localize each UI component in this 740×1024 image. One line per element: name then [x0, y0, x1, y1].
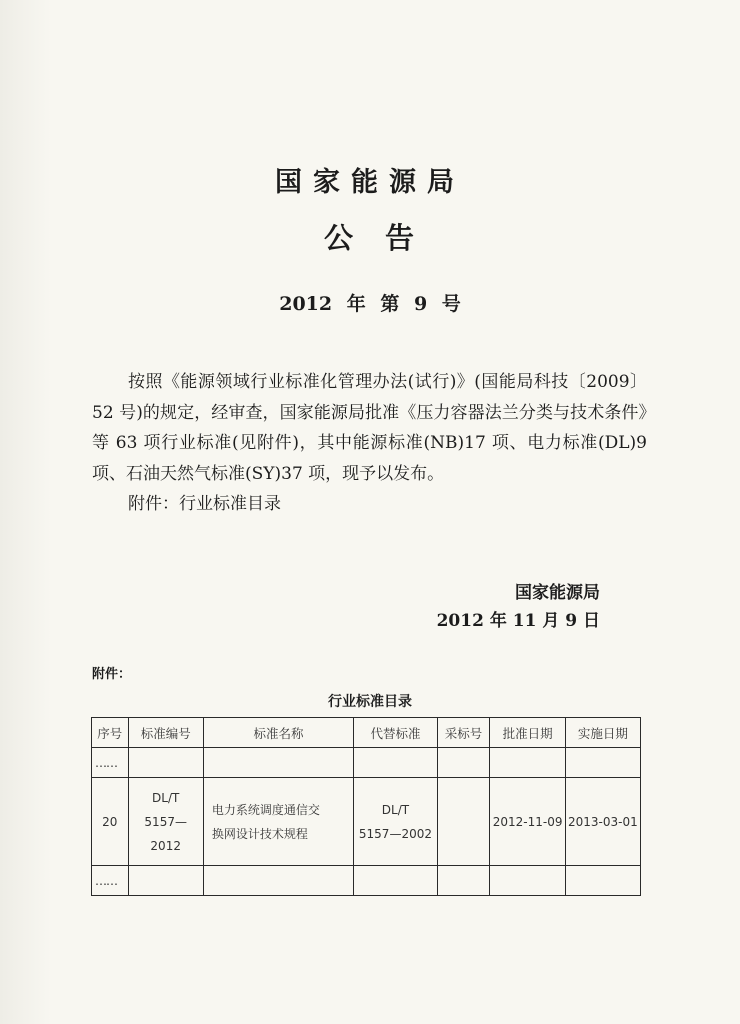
replace-std-line: DL/T	[381, 802, 410, 817]
std-name-cell	[203, 778, 353, 866]
table-row	[92, 748, 641, 778]
column-header: 采标号	[437, 718, 490, 748]
column-header: 标准名称	[203, 718, 353, 748]
announcement-body	[92, 367, 647, 520]
std-number-line: DL/T	[152, 790, 180, 805]
table-row	[92, 866, 641, 896]
signature-agency: 国家能源局	[515, 583, 600, 603]
std-number-cell	[128, 778, 203, 866]
ellipsis-cell: ……	[92, 748, 129, 778]
announcement-paragraph: 按照《能源领域行业标准化管理办法(试行)》(国能局科技〔2009〕52 号)的规定，经审查，国家能源局批准《压力容器法兰分类与技术条件》等 63 项行业标准(见附件)，其中能源标准(NB)17 项、电力标准(DL)9 项、石油天然气标准(SY)37 项，现予以发布。	[92, 372, 647, 484]
column-header: 序号	[92, 718, 129, 748]
adoption-cell	[437, 778, 490, 866]
table-row	[92, 778, 641, 866]
replace-std-line: 5157—2002	[358, 826, 432, 841]
std-name-line: 换网设计技术规程	[211, 826, 308, 841]
ellipsis-cell: ……	[92, 866, 129, 896]
signature-date: 2012 年 11 月 9 日	[436, 611, 600, 631]
column-header: 代替标准	[354, 718, 437, 748]
attachment-label: 附件：	[92, 667, 132, 682]
table-header-row	[92, 718, 641, 748]
approve-date-cell: 2012-11-09	[490, 778, 565, 866]
column-header: 批准日期	[490, 718, 565, 748]
table-title: 行业标准目录	[328, 694, 412, 710]
column-header: 标准编号	[128, 718, 203, 748]
attachment-note: 附件：行业标准目录	[128, 494, 281, 514]
effective-date-cell: 2013-03-01	[565, 778, 640, 866]
page-edge-shadow	[0, 0, 52, 1024]
column-header: 实施日期	[565, 718, 640, 748]
std-number-line: 5157—2012	[144, 814, 187, 853]
replace-std-cell	[354, 778, 437, 866]
standards-table	[91, 717, 641, 896]
agency-title: 国家能源局	[275, 167, 465, 198]
document-type-title: 公告	[323, 221, 446, 255]
document-number: 2012 年 第 9 号	[279, 293, 461, 315]
std-name-line: 电力系统调度通信交	[211, 802, 320, 817]
seq-cell: 20	[92, 778, 129, 866]
